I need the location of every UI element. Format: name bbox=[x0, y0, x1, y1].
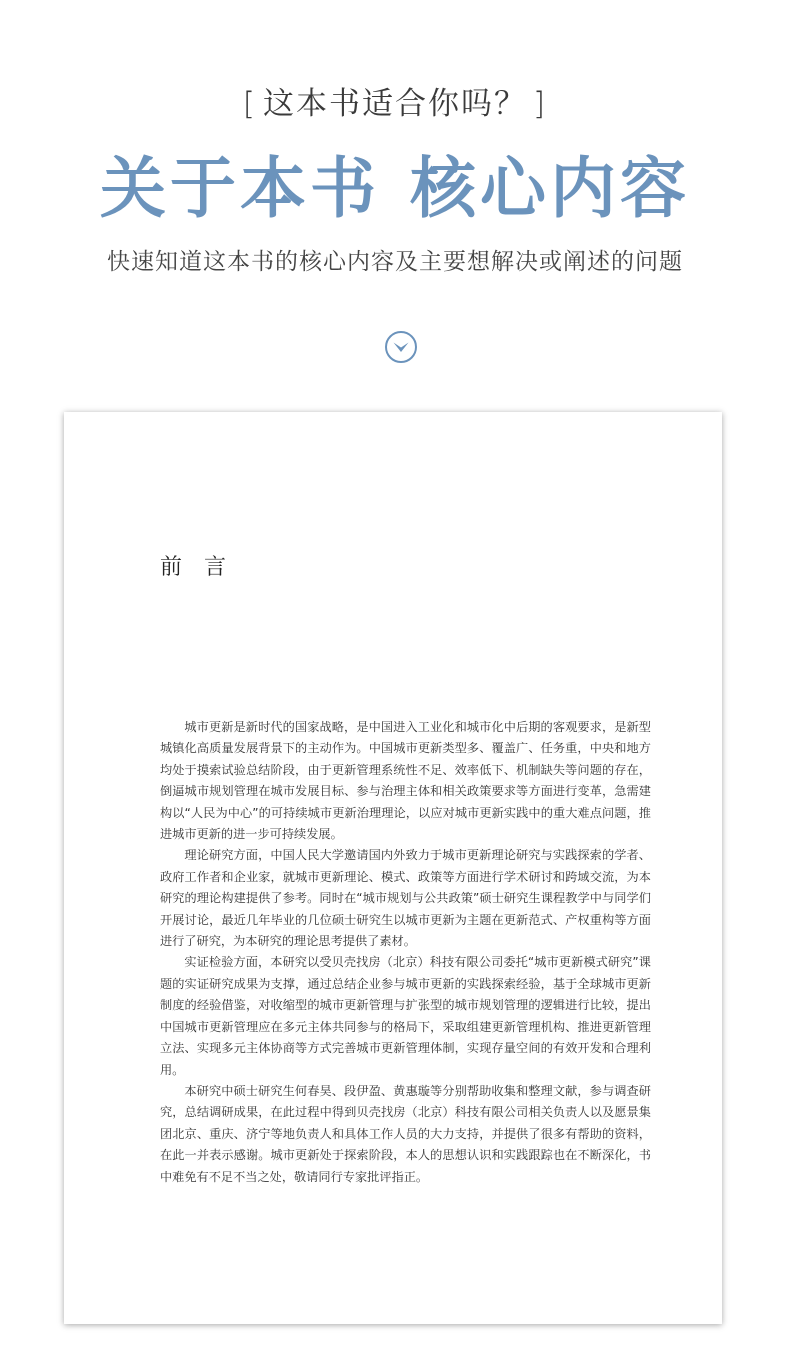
main-title-part2: 核心内容 bbox=[410, 149, 690, 227]
section-question bbox=[0, 78, 790, 130]
main-title-part1: 关于本书 bbox=[100, 149, 380, 227]
main-title bbox=[0, 138, 790, 238]
right-bracket: ] bbox=[533, 86, 548, 122]
left-bracket: [ bbox=[242, 86, 257, 122]
paragraph: 城市更新是新时代的国家战略，是中国进入工业化和城市化中后期的客观要求，是新型城镇化高质量发展背景下的主动作为。中国城市更新类型多、覆盖广、任务重，中央和地方均处于摸索试验总结阶段，由于更新管理系统性不足、效率低下、机制缺失等问题的存在，倒逼城市规划管理在城市发展目标、参与治理主体和相关政策要求等方面进行变革，急需建构以“人民为中心”的可持续城市更新治理理论，以应对城市更新实践中的重大难点问题，推进城市更新的进一步可持续发展。 bbox=[160, 720, 651, 842]
paragraph: 实证检验方面，本研究以受贝壳找房（北京）科技有限公司委托“城市更新模式研究”课题的实证研究成果为支撑，通过总结企业参与城市更新的实践探索经验，基于全球城市更新制度的经验借鉴，对收缩型的城市更新管理与扩张型的城市规划管理的逻辑进行比较，提出中国城市更新管理应在多元主体共同参与的格局下，采取组建更新管理机构、推进更新管理立法、实现多元主体协商等方式完善城市更新管理体制，实现存量空间的有效开发和合理利用。 bbox=[160, 955, 651, 1077]
paragraph: 理论研究方面，中国人民大学邀请国内外致力于城市更新理论研究与实践探索的学者、政府工作者和企业家，就城市更新理论、模式、政策等方面进行学术研讨和跨域交流，为本研究的理论构建提供了参考。同时在“城市规划与公共政策”硕士研究生课程教学中与同学们开展讨论，最近几年毕业的几位硕士研究生以城市更新为主题在更新范式、产权重构等方面进行了研究，为本研究的理论思考提供了素材。 bbox=[160, 848, 651, 949]
question-text: 这本书适合你吗？ bbox=[263, 86, 527, 122]
chevron-down-circle-icon[interactable] bbox=[384, 330, 418, 364]
preface-heading: 前言 bbox=[160, 555, 249, 580]
subtitle: 快速知道这本书的核心内容及主要想解决或阐述的问题 bbox=[107, 249, 683, 275]
paragraph: 本研究中硕士研究生何春昊、段伊盈、黄惠璇等分别帮助收集和整理文献，参与调查研究，总结调研成果，在此过程中得到贝壳找房（北京）科技有限公司相关负责人以及愿景集团北京、重庆、济宁等地负责人和具体工作人员的大力支持，并提供了很多有帮助的资料，在此一并表示感谢。城市更新处于探索阶段，本人的思想认识和实践跟踪也在不断深化，书中难免有不足不当之处，敬请同行专家批评指正。 bbox=[160, 1083, 651, 1184]
preface-body bbox=[160, 717, 651, 1188]
